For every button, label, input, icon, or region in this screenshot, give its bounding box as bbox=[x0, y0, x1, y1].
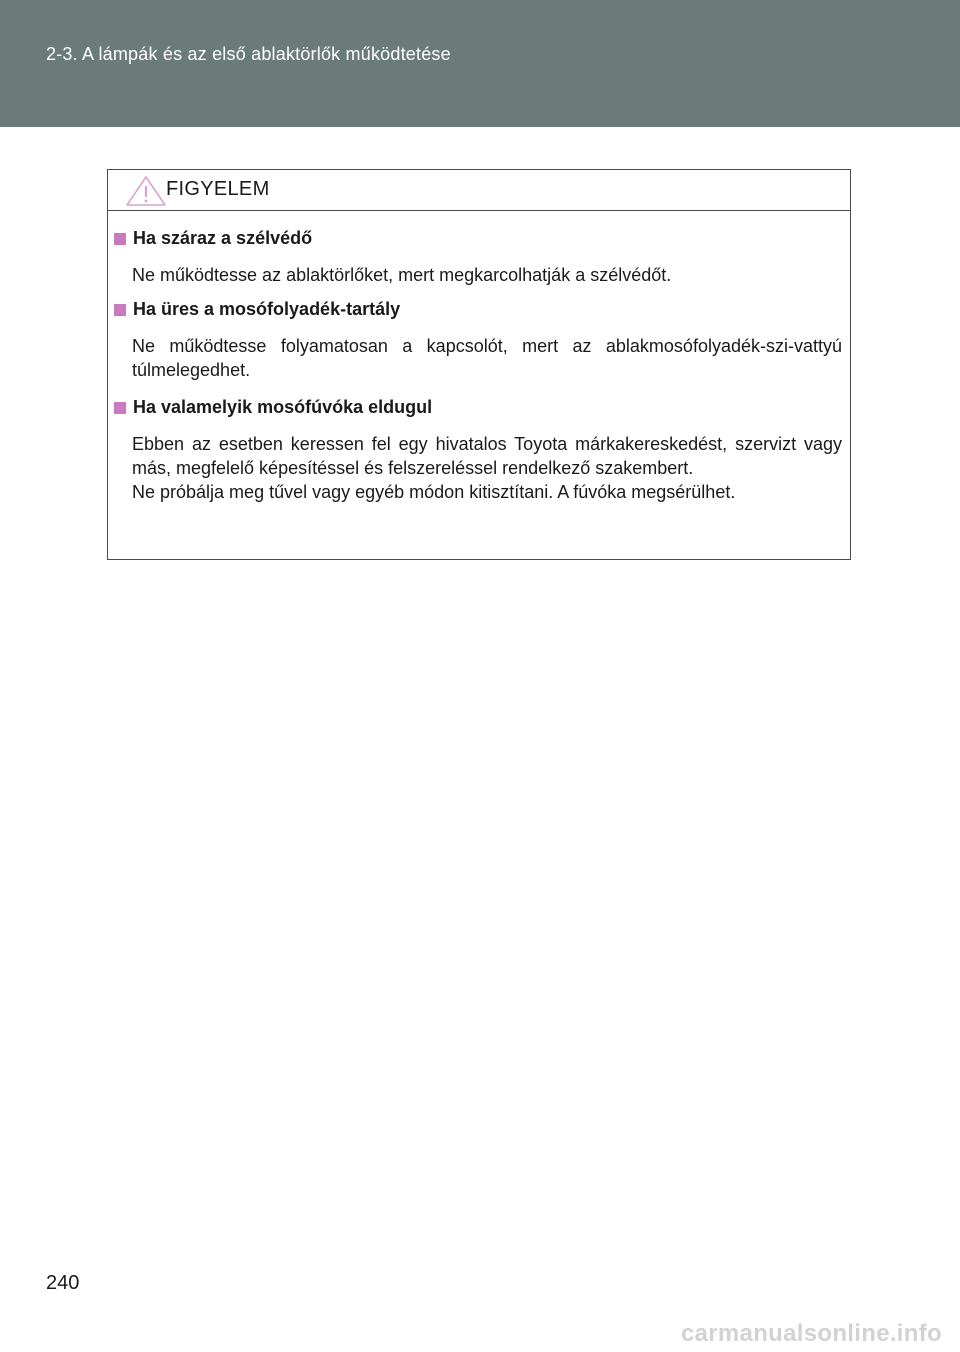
bullet-square-icon bbox=[114, 304, 126, 316]
section-heading-empty-tank bbox=[114, 299, 400, 320]
section-body-clogged-nozzle bbox=[132, 432, 842, 504]
section-heading-clogged-nozzle bbox=[114, 397, 432, 418]
section-heading-dry-windshield bbox=[114, 228, 312, 249]
watermark: carmanualsonline.info bbox=[680, 1320, 942, 1347]
body-paragraph: Ne próbálja meg tűvel vagy egyéb módon kitisztítani. A fúvóka megsérülhet. bbox=[132, 482, 736, 502]
body-paragraph: Ebben az esetben keressen fel egy hivatalos Toyota márkakereskedést, szervizt vagy más, megfelelő képesítéssel és felszereléssel rendelkező szakembert. bbox=[132, 434, 842, 478]
page-number: 240 bbox=[46, 1272, 80, 1294]
bullet-square-icon bbox=[114, 402, 126, 414]
section-title: 2-3. A lámpák és az első ablaktörlők működtetése bbox=[46, 44, 451, 64]
section-body-dry-windshield: Ne működtesse az ablaktörlőket, mert megkarcolhatják a szélvédőt. bbox=[132, 265, 672, 285]
warning-header bbox=[108, 170, 850, 211]
header-band bbox=[0, 0, 960, 127]
bullet-square-icon bbox=[114, 233, 126, 245]
warning-box bbox=[107, 169, 851, 560]
heading-text: Ha üres a mosófolyadék-tartály bbox=[133, 299, 401, 319]
heading-text: Ha valamelyik mosófúvóka eldugul bbox=[133, 397, 433, 417]
heading-text: Ha száraz a szélvédő bbox=[133, 228, 313, 248]
section-body-empty-tank: Ne működtesse folyamatosan a kapcsolót, mert az ablakmosófolyadék-szi-vattyú túlmelegedhet. bbox=[132, 336, 842, 380]
warning-triangle-icon bbox=[125, 175, 167, 207]
warning-title: FIGYELEM bbox=[166, 178, 270, 200]
